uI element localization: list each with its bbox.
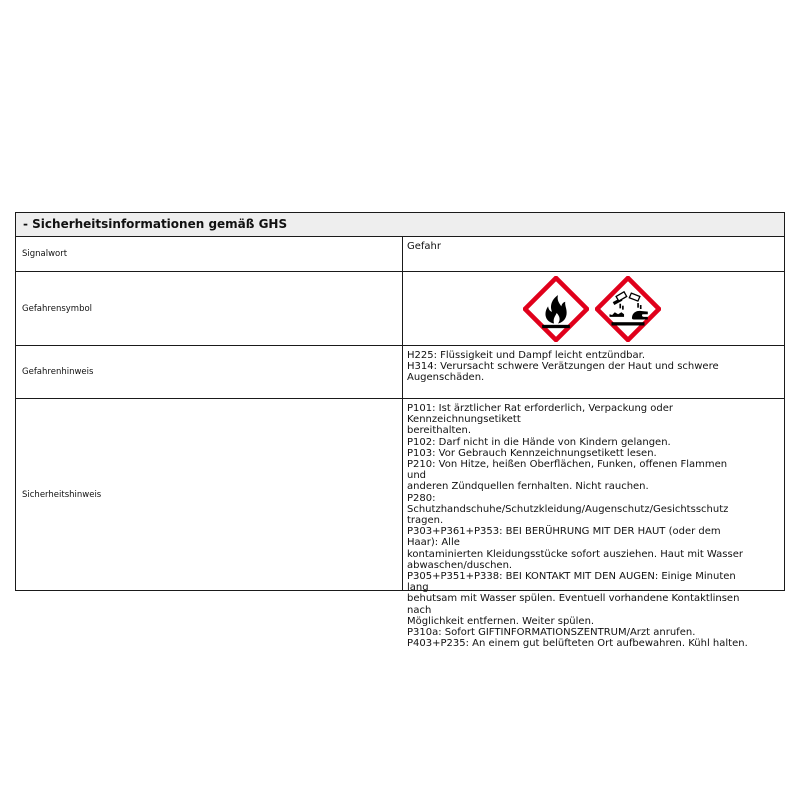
ghs02-flame-icon [523, 276, 589, 342]
table-row-signalwort [16, 237, 784, 272]
hazard-statement-line: Augenschäden. [407, 372, 485, 384]
gefahrenhinweis-label: Gefahrenhinweis [22, 367, 94, 377]
ghs05-corrosion-icon [595, 276, 661, 342]
signalwort-value: Gefahr [407, 241, 441, 252]
precautionary-statements [403, 399, 784, 649]
signalwort-cell [402, 237, 784, 271]
signalwort-label: Signalwort [22, 249, 68, 259]
gefahrensymbol-label: Gefahrensymbol [22, 303, 93, 314]
hazard-statement-line: H225: Flüssigkeit und Dampf leicht entzündbar. [407, 350, 646, 361]
gefahrenhinweis-cell [402, 346, 784, 398]
precautionary-statement-line: Möglichkeit entfernen. Weiter spülen. [407, 615, 595, 627]
hazard-statements [403, 346, 784, 384]
sicherheitshinweis-label: Sicherheitshinweis [22, 489, 102, 500]
precautionary-statement-line: P210: Von Hitze, heißen Oberflächen, Funken, offenen Flammen und [407, 459, 728, 482]
precautionary-statement-line: behutsam mit Wasser spülen. Eventuell vorhandene Kontaktlinsen nach [407, 593, 740, 616]
precautionary-statement-line: P103: Vor Gebrauch Kennzeichnungsetikett lesen. [407, 447, 657, 459]
table-row-sicherheitshinweis [16, 399, 784, 650]
precautionary-statement-line: P305+P351+P338: BEI KONTAKT MIT DEN AUGEN: Einige Minuten lang [407, 571, 736, 594]
precautionary-statement-line: anderen Zündquellen fernhalten. Nicht rauchen. [407, 481, 649, 493]
precautionary-statement-line: P303+P361+P353: BEI BERÜHRUNG MIT DER HAUT (oder dem Haar): Alle [407, 526, 721, 549]
precautionary-statement-line: tragen. [407, 515, 444, 527]
sicherheitshinweis-cell [402, 399, 784, 650]
precautionary-statement-line: P403+P235: An einem gut belüfteten Ort aufbewahren. Kühl halten. [407, 638, 748, 650]
table-row-gefahrensymbol [16, 272, 784, 346]
table-row-gefahrenhinweis [16, 346, 784, 399]
gefahrensymbol-cell [402, 272, 784, 345]
precautionary-statement-line: P102: Darf nicht in die Hände von Kindern gelangen. [407, 436, 671, 448]
ghs-safety-table [15, 212, 785, 650]
precautionary-statement-line: P280: Schutzhandschuhe/Schutzkleidung/Augenschutz/Gesichtsschutz [407, 492, 729, 515]
precautionary-statement-line: kontaminierten Kleidungsstücke sofort ausziehen. Haut mit Wasser [407, 548, 743, 560]
precautionary-statement-line: P101: Ist ärztlicher Rat erforderlich, Verpackung oder Kennzeichnungsetikett [407, 403, 674, 426]
hazard-statement-line: H314: Verursacht schwere Verätzungen der Haut und schwere [407, 361, 719, 373]
precautionary-statement-line: abwaschen/duschen. [407, 559, 513, 571]
pictogram-group [403, 272, 784, 345]
section-title: - Sicherheitsinformationen gemäß GHS [16, 213, 784, 237]
precautionary-statement-line: bereithalten. [407, 425, 472, 437]
precautionary-statement-line: P310a: Sofort GIFTINFORMATIONSZENTRUM/Arzt anrufen. [407, 627, 696, 639]
